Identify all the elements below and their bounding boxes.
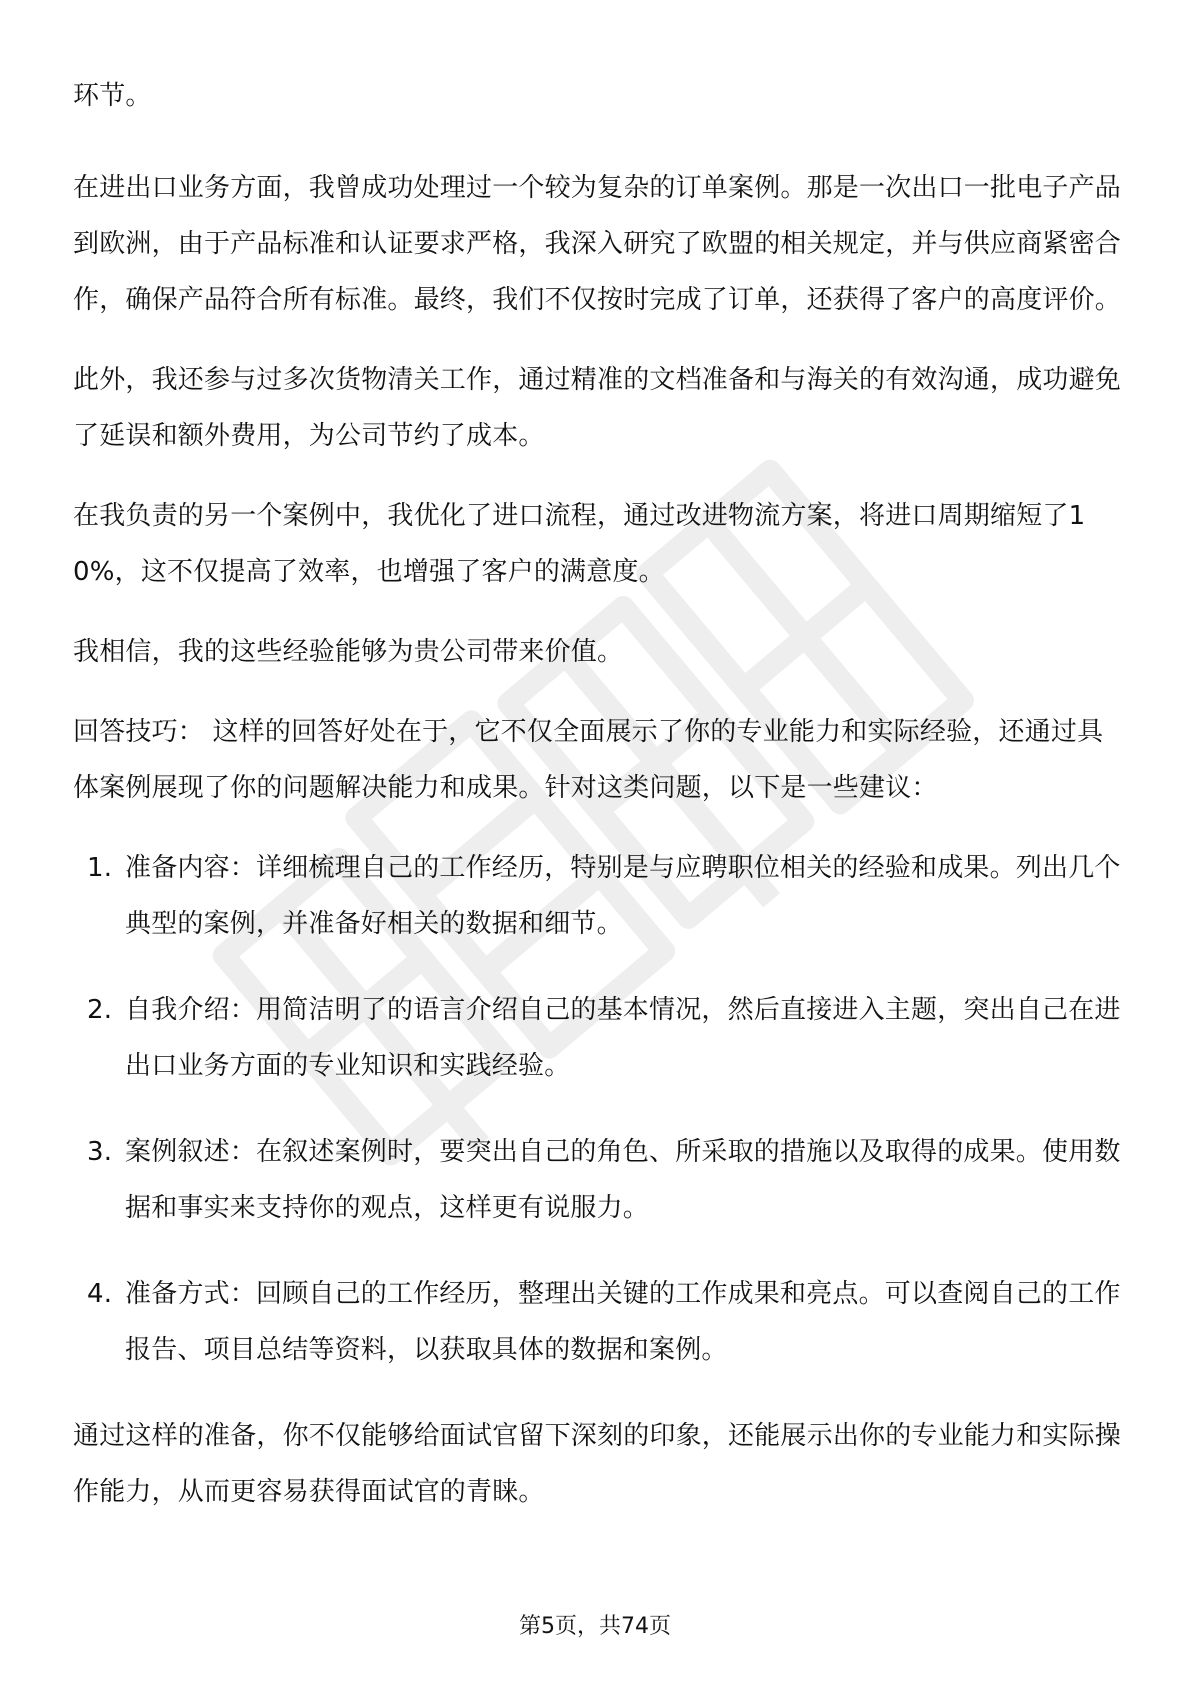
paragraph-answer-tips: 回答技巧： 这样的回答好处在于，它不仅全面展示了你的专业能力和实际经验，还通过具体案例展现了你的问题解决能力和成果。针对这类问题，以下是一些建议：	[73, 717, 1104, 803]
list-item	[73, 1124, 1123, 1236]
paragraph-continuation: 环节。	[73, 81, 152, 111]
list-item-number: 3.	[87, 1137, 113, 1167]
list-item-text: 案例叙述：在叙述案例时，要突出自己的角色、所采取的措施以及取得的成果。使用数据和事实来支持你的观点，这样更有说服力。	[125, 1137, 1121, 1223]
document-body	[73, 68, 1123, 1544]
tips-list	[73, 840, 1123, 1378]
list-item	[73, 840, 1123, 952]
list-item-text: 准备内容：详细梳理自己的工作经历，特别是与应聘职位相关的经验和成果。列出几个典型的案例，并准备好相关的数据和细节。	[125, 853, 1121, 939]
paragraph-customs: 此外，我还参与过多次货物清关工作，通过精准的文档准备和与海关的有效沟通，成功避免了延误和额外费用，为公司节约了成本。	[73, 365, 1122, 451]
paragraph-order-case: 在进出口业务方面，我曾成功处理过一个较为复杂的订单案例。那是一次出口一批电子产品到欧洲，由于产品标准和认证要求严格，我深入研究了欧盟的相关规定，并与供应商紧密合作，确保产品符合所有标准。最终，我们不仅按时完成了订单，还获得了客户的高度评价。	[73, 173, 1122, 315]
list-item-number: 1.	[87, 853, 113, 883]
list-item-text: 准备方式：回顾自己的工作经历，整理出关键的工作成果和亮点。可以查阅自己的工作报告、项目总结等资料，以获取具体的数据和案例。	[125, 1279, 1121, 1365]
list-item	[73, 1266, 1123, 1378]
paragraph-value-statement: 我相信，我的这些经验能够为贵公司带来价值。	[73, 637, 624, 667]
list-item-text: 自我介绍：用简洁明了的语言介绍自己的基本情况，然后直接进入主题，突出自己在进出口业务方面的专业知识和实践经验。	[125, 995, 1121, 1081]
list-item-number: 2.	[87, 995, 113, 1025]
list-item-number: 4.	[87, 1279, 113, 1309]
list-item	[73, 982, 1123, 1094]
paragraph-closing: 通过这样的准备，你不仅能够给面试官留下深刻的印象，还能展示出你的专业能力和实际操作能力，从而更容易获得面试官的青睐。	[73, 1421, 1122, 1507]
paragraph-import-optimization: 在我负责的另一个案例中，我优化了进口流程，通过改进物流方案，将进口周期缩短了10%，这不仅提高了效率，也增强了客户的满意度。	[73, 501, 1086, 587]
page-number-footer: 第5页，共74页	[519, 1614, 671, 1639]
